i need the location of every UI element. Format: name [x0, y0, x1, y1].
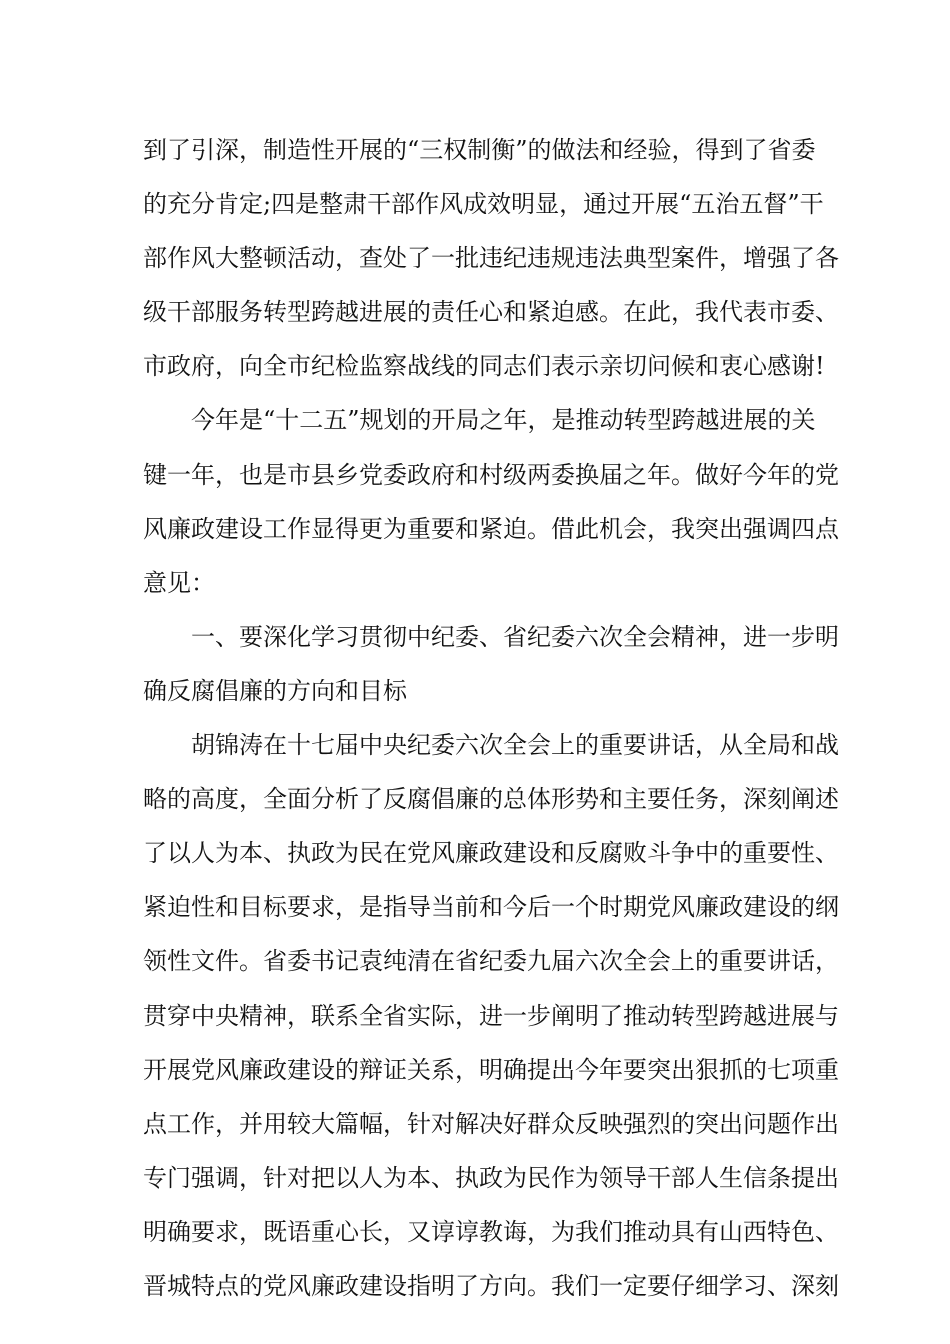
text-line: 市政府，向全市纪检监察战线的同志们表示亲切问候和衷心感谢! [143, 352, 825, 381]
text-line: 点工作，并用较大篇幅，针对解决好群众反映强烈的突出问题作出 [143, 1109, 839, 1138]
text-line: 到了引深，制造性开展的“三权制衡”的做法和经验，得到了省委 [143, 136, 816, 164]
paragraph-first-line: 胡锦涛在十七届中央纪委六次全会上的重要讲话，从全局和战 [191, 731, 839, 760]
text-line: 了以人为本、执政为民在党风廉政建设和反腐败斗争中的重要性、 [143, 839, 839, 868]
text-line: 明确要求，既语重心长，又谆谆教诲，为我们推动具有山西特色、 [143, 1217, 839, 1246]
text-line: 级干部服务转型跨越进展的责任心和紧迫感。在此，我代表市委、 [143, 298, 839, 327]
text-line: 领性文件。省委书记袁纯清在省纪委九届六次全会上的重要讲话， [143, 947, 839, 976]
text-line: 紧迫性和目标要求，是指导当前和今后一个时期党风廉政建设的纲 [143, 893, 839, 922]
section-heading-line: 一、要深化学习贯彻中纪委、省纪委六次全会精神，进一步明 [191, 622, 839, 651]
text-line: 开展党风廉政建设的辩证关系，明确提出今年要突出狠抓的七项重 [143, 1055, 839, 1084]
paragraph-first-line: 今年是“十二五”规划的开局之年，是推动转型跨越进展的关 [191, 406, 816, 435]
text-line: 专门强调，针对把以人为本、执政为民作为领导干部人生信条提出 [143, 1163, 839, 1192]
document-body [143, 123, 839, 1313]
text-line: 的充分肯定;四是整肃干部作风成效明显，通过开展“五治五督”干 [143, 190, 824, 219]
text-line: 部作风大整顿活动，查处了一批违纪违规违法典型案件，增强了各 [143, 244, 839, 273]
section-heading-line: 确反腐倡廉的方向和目标 [143, 676, 407, 705]
text-line: 略的高度，全面分析了反腐倡廉的总体形势和主要任务，深刻阐述 [143, 785, 839, 814]
text-line: 键一年，也是市县乡党委政府和村级两委换届之年。做好今年的党 [143, 460, 839, 489]
text-line: 晋城特点的党风廉政建设指明了方向。我们一定要仔细学习、深刻 [143, 1271, 839, 1300]
text-line: 贯穿中央精神，联系全省实际，进一步阐明了推动转型跨越进展与 [143, 1001, 839, 1030]
text-line: 意见： [143, 568, 215, 597]
text-line: 风廉政建设工作显得更为重要和紧迫。借此机会，我突出强调四点 [143, 514, 839, 543]
